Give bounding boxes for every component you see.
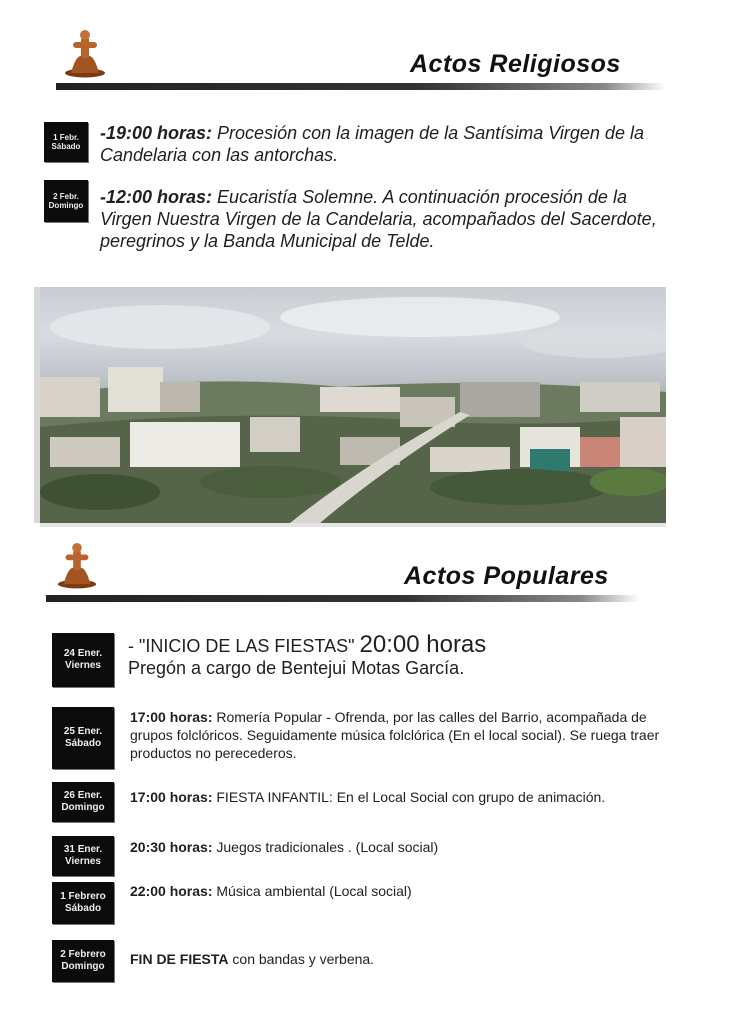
- town-panorama-photo: [40, 287, 666, 523]
- date-day: 26 Ener.: [63, 790, 103, 801]
- date-weekday: Sábado: [51, 142, 81, 151]
- date-day: 1 Febr.: [53, 133, 79, 142]
- date-weekday: Domingo: [48, 201, 84, 210]
- date-badge: [52, 782, 114, 822]
- event-description: [100, 186, 675, 252]
- event-description: [130, 838, 660, 856]
- event-text: con bandas y verbena.: [228, 951, 375, 967]
- event-text: Música ambiental (Local social): [212, 883, 412, 899]
- date-day: 2 Febrero: [60, 949, 106, 960]
- date-day: 25 Ener.: [63, 726, 103, 737]
- event-time: FIN DE FIESTA: [130, 951, 229, 967]
- section-heading-populares: Actos Populares: [404, 562, 609, 590]
- date-badge: [52, 882, 114, 924]
- event-description: [130, 788, 660, 806]
- date-weekday: Sábado: [64, 738, 102, 749]
- date-day: 31 Ener.: [63, 844, 103, 855]
- date-day: 1 Febrero: [60, 891, 106, 902]
- event-text: FIESTA INFANTIL: En el Local Social con grupo de animación.: [212, 789, 606, 805]
- date-badge: [52, 633, 114, 687]
- event-time: -12:00 horas:: [100, 187, 213, 207]
- section-rule: [56, 83, 666, 90]
- event-description: [128, 631, 688, 679]
- section-heading-religiosos: Actos Religiosos: [410, 50, 621, 78]
- event-text: Eucaristía Solemne. A continuación procesión de la Virgen Nuestra Virgen de la Candelaria, acompañados del Sacerdote, peregrinos y la Banda Municipal de Telde.: [100, 187, 657, 251]
- date-badge: [52, 707, 114, 769]
- popular-figure-icon: [55, 540, 99, 590]
- religious-figure-icon: [62, 28, 108, 78]
- date-badge: [44, 180, 88, 222]
- event-time: 20:00 horas: [359, 631, 487, 658]
- event-time: 17:00 horas:: [130, 789, 213, 805]
- event-text: Juegos tradicionales . (Local social): [212, 839, 439, 855]
- event-description: [130, 708, 668, 762]
- section-rule: [46, 595, 640, 602]
- date-weekday: Sábado: [64, 903, 102, 914]
- town-illustration: [40, 287, 666, 523]
- date-day: 24 Ener.: [63, 648, 103, 659]
- date-weekday: Viernes: [65, 660, 101, 671]
- date-badge: [44, 122, 88, 162]
- event-text: Pregón a cargo de Bentejui Motas García.: [128, 658, 465, 678]
- event-time: 20:30 horas:: [130, 839, 213, 855]
- date-badge: [52, 836, 114, 876]
- event-time: 22:00 horas:: [130, 883, 213, 899]
- event-title: - "INICIO DE LAS FIESTAS": [128, 636, 355, 656]
- event-text: Romería Popular - Ofrenda, por las calles del Barrio, acompañada de grupos folclóricos. Seguidamente música folclórica (En el local social). Se ruega traer productos no perecederos.: [130, 709, 660, 761]
- date-day: 2 Febr.: [53, 192, 79, 201]
- date-weekday: Viernes: [65, 856, 101, 867]
- date-weekday: Domingo: [61, 802, 105, 813]
- event-description: [130, 950, 660, 968]
- date-badge: [52, 940, 114, 982]
- event-time: 17:00 horas:: [130, 709, 213, 725]
- date-weekday: Domingo: [61, 961, 105, 972]
- event-description: [100, 122, 660, 166]
- event-text: Procesión con la imagen de la Santísima Virgen de la Candelaria con las antorchas.: [100, 123, 644, 165]
- event-time: -19:00 horas:: [100, 123, 213, 143]
- event-description: [130, 882, 660, 900]
